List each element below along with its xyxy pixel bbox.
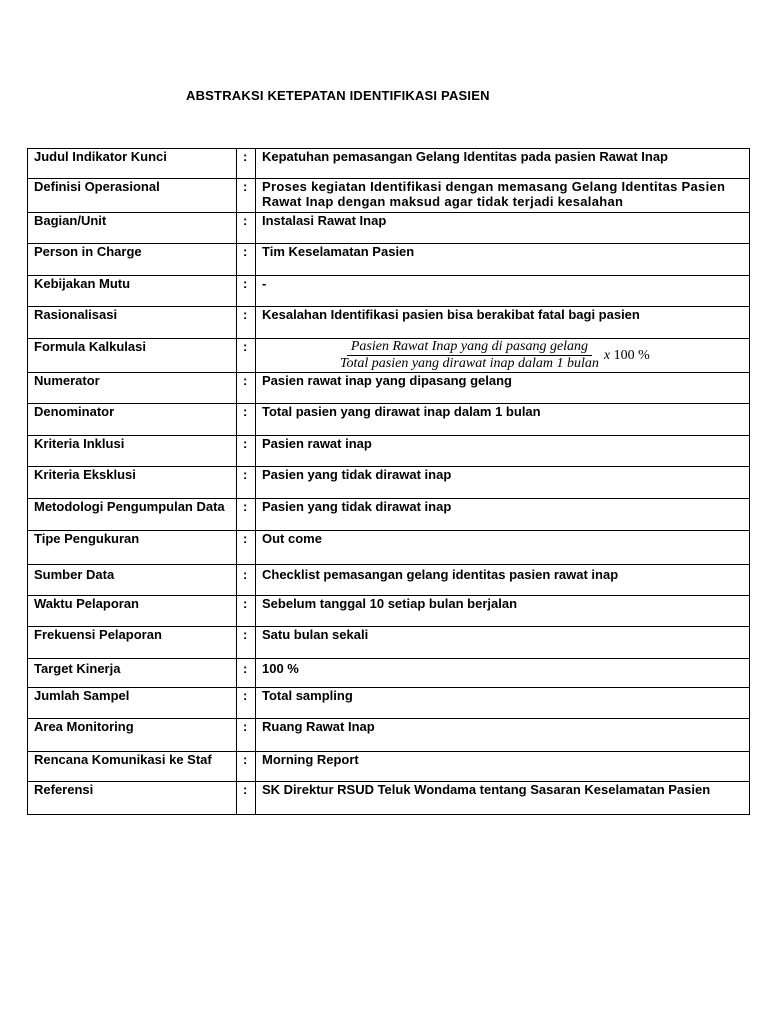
- row-separator: :: [237, 752, 256, 782]
- row-separator: :: [237, 179, 256, 213]
- formula-multiplier: [604, 348, 650, 363]
- table-row: [28, 688, 750, 719]
- formula: [338, 339, 745, 372]
- row-separator: :: [237, 596, 256, 627]
- row-value: SK Direktur RSUD Teluk Wondama tentang Sasaran Keselamatan Pasien: [256, 782, 750, 815]
- row-label: Area Monitoring: [28, 719, 237, 752]
- table-row: [28, 149, 750, 179]
- row-label: Definisi Operasional: [28, 179, 237, 213]
- table-row: [28, 339, 750, 373]
- row-label: Metodologi Pengumpulan Data: [28, 499, 237, 531]
- row-separator: :: [237, 531, 256, 565]
- row-separator: :: [237, 436, 256, 467]
- table-row: [28, 213, 750, 244]
- row-label: Judul Indikator Kunci: [28, 149, 237, 179]
- indicator-table: [27, 148, 750, 815]
- row-value: Pasien yang tidak dirawat inap: [256, 499, 750, 531]
- table-row: [28, 659, 750, 688]
- row-label: Kriteria Eksklusi: [28, 467, 237, 499]
- row-label: Person in Charge: [28, 244, 237, 276]
- row-value: Tim Keselamatan Pasien: [256, 244, 750, 276]
- formula-cell: [256, 339, 750, 373]
- row-separator: :: [237, 782, 256, 815]
- row-label: Denominator: [28, 404, 237, 436]
- table-row: [28, 499, 750, 531]
- row-separator: :: [237, 499, 256, 531]
- table-row: [28, 404, 750, 436]
- row-separator: :: [237, 719, 256, 752]
- row-value: Sebelum tanggal 10 setiap bulan berjalan: [256, 596, 750, 627]
- table-row: [28, 179, 750, 213]
- table-row: [28, 531, 750, 565]
- row-separator: :: [237, 307, 256, 339]
- row-value: Ruang Rawat Inap: [256, 719, 750, 752]
- table-row: [28, 467, 750, 499]
- table-row: [28, 719, 750, 752]
- formula-multiply-value: 100 %: [613, 348, 650, 363]
- row-label: Bagian/Unit: [28, 213, 237, 244]
- row-value: Proses kegiatan Identifikasi dengan memasang Gelang Identitas Pasien Rawat Inap dengan maksud agar tidak terjadi kesalahan: [256, 179, 750, 213]
- row-label: Formula Kalkulasi: [28, 339, 237, 373]
- table-row: [28, 565, 750, 596]
- row-value: Out come: [256, 531, 750, 565]
- row-value: Instalasi Rawat Inap: [256, 213, 750, 244]
- table-row: [28, 276, 750, 307]
- row-separator: :: [237, 627, 256, 659]
- row-label: Waktu Pelaporan: [28, 596, 237, 627]
- formula-numerator: Pasien Rawat Inap yang di pasang gelang: [347, 339, 592, 356]
- table-row: [28, 436, 750, 467]
- table-row: [28, 373, 750, 404]
- row-separator: :: [237, 373, 256, 404]
- formula-multiply-sign: x: [603, 348, 611, 363]
- row-separator: :: [237, 213, 256, 244]
- table-row: [28, 627, 750, 659]
- row-label: Numerator: [28, 373, 237, 404]
- row-value: Pasien rawat inap yang dipasang gelang: [256, 373, 750, 404]
- formula-fraction: [338, 339, 601, 372]
- row-value: Checklist pemasangan gelang identitas pasien rawat inap: [256, 565, 750, 596]
- row-separator: :: [237, 404, 256, 436]
- row-label: Rencana Komunikasi ke Staf: [28, 752, 237, 782]
- row-separator: :: [237, 244, 256, 276]
- row-separator: :: [237, 659, 256, 688]
- row-label: Frekuensi Pelaporan: [28, 627, 237, 659]
- row-label: Rasionalisasi: [28, 307, 237, 339]
- row-label: Referensi: [28, 782, 237, 815]
- row-value: Pasien rawat inap: [256, 436, 750, 467]
- row-label: Sumber Data: [28, 565, 237, 596]
- row-value: Morning Report: [256, 752, 750, 782]
- row-label: Kebijakan Mutu: [28, 276, 237, 307]
- table-row: [28, 307, 750, 339]
- row-label: Kriteria Inklusi: [28, 436, 237, 467]
- row-value: Total pasien yang dirawat inap dalam 1 bulan: [256, 404, 750, 436]
- row-label: Target Kinerja: [28, 659, 237, 688]
- table-row: [28, 782, 750, 815]
- table-row: [28, 244, 750, 276]
- row-label: Jumlah Sampel: [28, 688, 237, 719]
- row-separator: :: [237, 467, 256, 499]
- table-row: [28, 752, 750, 782]
- row-value: Total sampling: [256, 688, 750, 719]
- formula-denominator: Total pasien yang dirawat inap dalam 1 bulan: [340, 356, 599, 371]
- row-value: Satu bulan sekali: [256, 627, 750, 659]
- document-title: ABSTRAKSI KETEPATAN IDENTIFIKASI PASIEN: [186, 88, 490, 103]
- row-value: -: [256, 276, 750, 307]
- row-separator: :: [237, 276, 256, 307]
- row-value: Kepatuhan pemasangan Gelang Identitas pada pasien Rawat Inap: [256, 149, 750, 179]
- row-separator: :: [237, 339, 256, 373]
- row-label: Tipe Pengukuran: [28, 531, 237, 565]
- row-value: Kesalahan Identifikasi pasien bisa berakibat fatal bagi pasien: [256, 307, 750, 339]
- row-value: 100 %: [256, 659, 750, 688]
- row-separator: :: [237, 149, 256, 179]
- row-value: Pasien yang tidak dirawat inap: [256, 467, 750, 499]
- table-row: [28, 596, 750, 627]
- row-separator: :: [237, 565, 256, 596]
- row-separator: :: [237, 688, 256, 719]
